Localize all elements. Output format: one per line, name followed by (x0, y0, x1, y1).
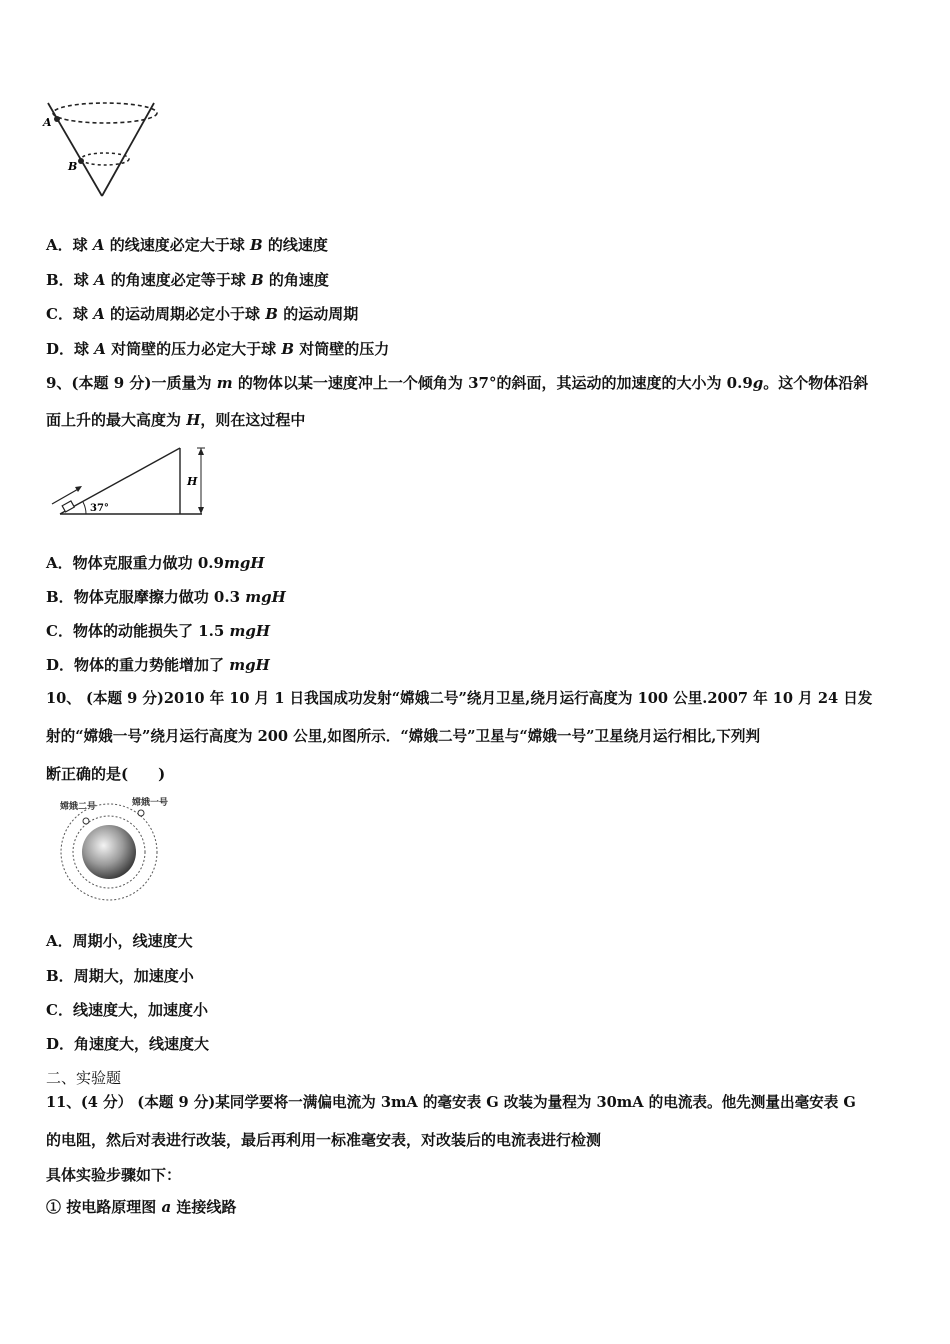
q9-option-a: A．物体克服重力做功 0.9mgH (46, 554, 265, 572)
block (62, 501, 74, 512)
q8-option-a: A．球 A 的线速度必定大于球 B 的线速度 (46, 236, 328, 254)
height-label: H (187, 475, 198, 488)
label-b: B (68, 160, 78, 173)
velocity-arrow (52, 488, 80, 504)
q10-option-b: B．周期大，加速度小 (46, 967, 194, 985)
q11-stem-line3: 具体实验步骤如下： (46, 1166, 182, 1184)
satellite-1 (138, 810, 144, 816)
q8-option-c: C．球 A 的运动周期必定小于球 B 的运动周期 (46, 305, 359, 323)
satellite-2 (83, 818, 89, 824)
q9-option-c: C．物体的动能损失了 1.5 mgH (46, 622, 271, 640)
incline-figure (46, 442, 221, 522)
height-arrow-top (198, 448, 204, 455)
q11-stem-line2: 的电阻，然后对表进行改装，最后再利用一标准毫安表，对改装后的电流表进行检测 (46, 1131, 602, 1149)
q8-option-b: B．球 A 的角速度必定等于球 B 的角速度 (46, 271, 329, 289)
q9-stem-line1: 9、(本题 9 分)一质量为 m 的物体以某一速度冲上一个倾角为 37°的斜面，其运动的加速度的大小为 0.9g。这个物体沿斜 (46, 374, 869, 392)
ball-a (54, 116, 60, 122)
height-arrow-bottom (198, 507, 204, 514)
q9-stem-line2: 面上升的最大高度为 H，则在这过程中 (46, 411, 306, 429)
q10-option-a: A．周期小，线速度大 (46, 932, 193, 950)
q9-option-b: B．物体克服摩擦力做功 0.3 mgH (46, 588, 286, 606)
incline-slope (60, 448, 180, 514)
label-change-2: 嫦娥二号 (60, 802, 97, 812)
q10-option-c: C．线速度大，加速度小 (46, 1001, 208, 1019)
cone-right-wall (102, 103, 154, 196)
arrow-head (75, 486, 82, 492)
angle-arc (83, 502, 86, 514)
q10-stem-line1: 10、 (本题 9 分)2010 年 10 月 1 日我国成功发射“嫦娥二号”绕月卫星,绕月运行高度为 100 公里.2007 年 10 月 24 日发 (46, 690, 873, 707)
q10-option-d: D．角速度大，线速度大 (46, 1035, 210, 1053)
cone-figure (38, 95, 168, 205)
label-change-1: 嫦娥一号 (132, 798, 169, 808)
q10-stem-line2: 射的“嫦娥一号”绕月运行高度为 200 公里,如图所示．“嫦娥二号”卫星与“嫦娥一号”卫星绕月运行相比,下列判 (46, 728, 761, 745)
q8-option-d: D．球 A 对筒壁的压力必定大于球 B 对筒壁的压力 (46, 340, 390, 358)
q11-stem-line1: 11、(4 分） (本题 9 分)某同学要将一满偏电流为 3mA 的毫安表 G 改装为量程为 30mA 的电流表。他先测量出毫安表 G (46, 1094, 856, 1111)
moon (82, 825, 136, 879)
section-title: 二、实验题 (46, 1069, 122, 1087)
q9-option-d: D．物体的重力势能增加了 mgH (46, 656, 270, 674)
orbit-figure (46, 795, 176, 910)
q11-step1: ① 按电路原理图 a 连接线路 (46, 1198, 237, 1216)
cone-top-rim (53, 103, 157, 123)
angle-label: 37° (90, 503, 109, 514)
label-a: A (43, 116, 52, 129)
ball-b (78, 158, 84, 164)
q10-stem-line3: 断正确的是( ) (46, 765, 166, 783)
